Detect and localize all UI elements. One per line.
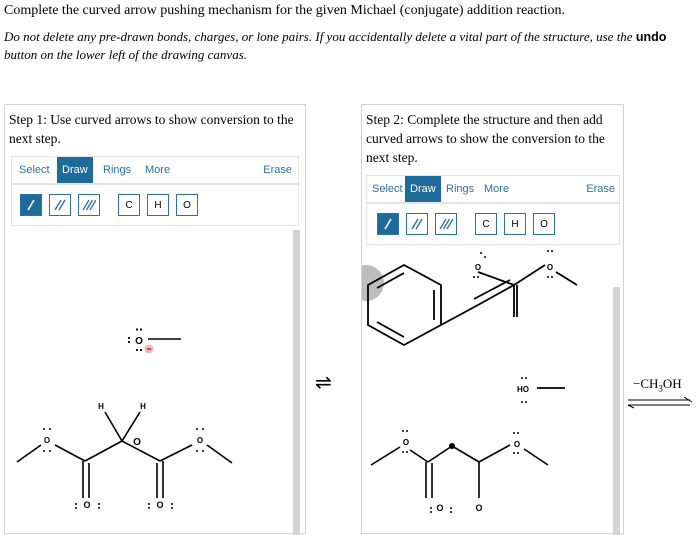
side-product-label <box>633 376 682 394</box>
methoxide-o: O <box>135 336 143 347</box>
step2-scrollbar[interactable] <box>613 287 620 535</box>
step1-instruction: Step 1: Use curved arrows to show conversion to the next step. <box>9 112 294 146</box>
step2-draw-tab[interactable]: Draw <box>405 176 441 202</box>
methanol-structure <box>517 377 565 403</box>
step2-erase-button[interactable]: Erase <box>586 183 615 195</box>
equilibrium-arrow: ⇌ <box>315 370 332 394</box>
ketone-o-label: O <box>474 263 482 272</box>
step1-molecules <box>5 105 307 535</box>
forward-reaction-arrow <box>626 396 696 410</box>
step2-molecules[interactable] <box>362 105 612 535</box>
step1-atom-c-button[interactable]: C <box>118 194 140 216</box>
step1-more-tab[interactable]: More <box>145 164 171 176</box>
step2-atom-c-button[interactable]: C <box>475 213 497 235</box>
carbonyl-o-left-2: O <box>436 503 444 513</box>
methoxide-oxygen-label: O <box>133 437 141 448</box>
step2-more-tab[interactable]: More <box>484 183 510 195</box>
note-suffix: button on the lower left of the drawing canvas. <box>4 47 248 62</box>
side-product-sub: 3 <box>658 383 663 394</box>
step2-select-tab[interactable]: Select <box>372 183 403 195</box>
methoxide-structure <box>128 328 181 353</box>
ester-o-left: O <box>43 436 51 445</box>
h-left-label: H <box>98 402 104 411</box>
malonate-anion-structure <box>371 430 548 513</box>
carbonyl-o-right: O <box>156 500 164 510</box>
enone-structure <box>368 250 577 345</box>
step1-atom-o-button[interactable]: O <box>176 194 198 216</box>
step2-panel <box>361 104 624 534</box>
step2-atom-o-button[interactable]: O <box>533 213 555 235</box>
step1-atom-h-button[interactable]: H <box>147 194 169 216</box>
step1-erase-button[interactable]: Erase <box>263 164 292 176</box>
ester-o-right-2: O <box>513 440 521 449</box>
h-right-label: H <box>140 402 146 411</box>
methanol-ho-label: HO <box>517 385 529 394</box>
ether-o-label: O <box>546 263 554 272</box>
question-note <box>4 28 694 64</box>
step2-rings-tab[interactable]: Rings <box>446 183 475 195</box>
question-title: Complete the curved arrow pushing mechanism for the given Michael (conjugate) addition reaction. <box>4 3 565 18</box>
dimethyl-malonate-structure <box>17 402 232 510</box>
side-product-prefix: −CH <box>633 376 659 391</box>
undo-keyword: undo <box>635 30 667 44</box>
carbonyl-o-right-2: O <box>475 503 483 513</box>
note-prefix: Do not delete any pre-drawn bonds, charges, or lone pairs. If you accidentally delete a vital part of the structure, use the <box>4 29 636 44</box>
step2-atom-h-button[interactable]: H <box>504 213 526 235</box>
step1-panel <box>4 104 306 534</box>
side-product-rest: OH <box>662 376 682 391</box>
step1-select-tab[interactable]: Select <box>19 164 50 176</box>
step1-draw-tab[interactable]: Draw <box>57 157 93 183</box>
ester-o-left-2: O <box>402 438 410 447</box>
step1-rings-tab[interactable]: Rings <box>103 164 132 176</box>
carbonyl-o-left: O <box>83 500 91 510</box>
ester-o-right: O <box>196 436 204 445</box>
step2-instruction: Step 2: Complete the structure and then add curved arrows to show the conversion to the next step. <box>366 112 605 165</box>
